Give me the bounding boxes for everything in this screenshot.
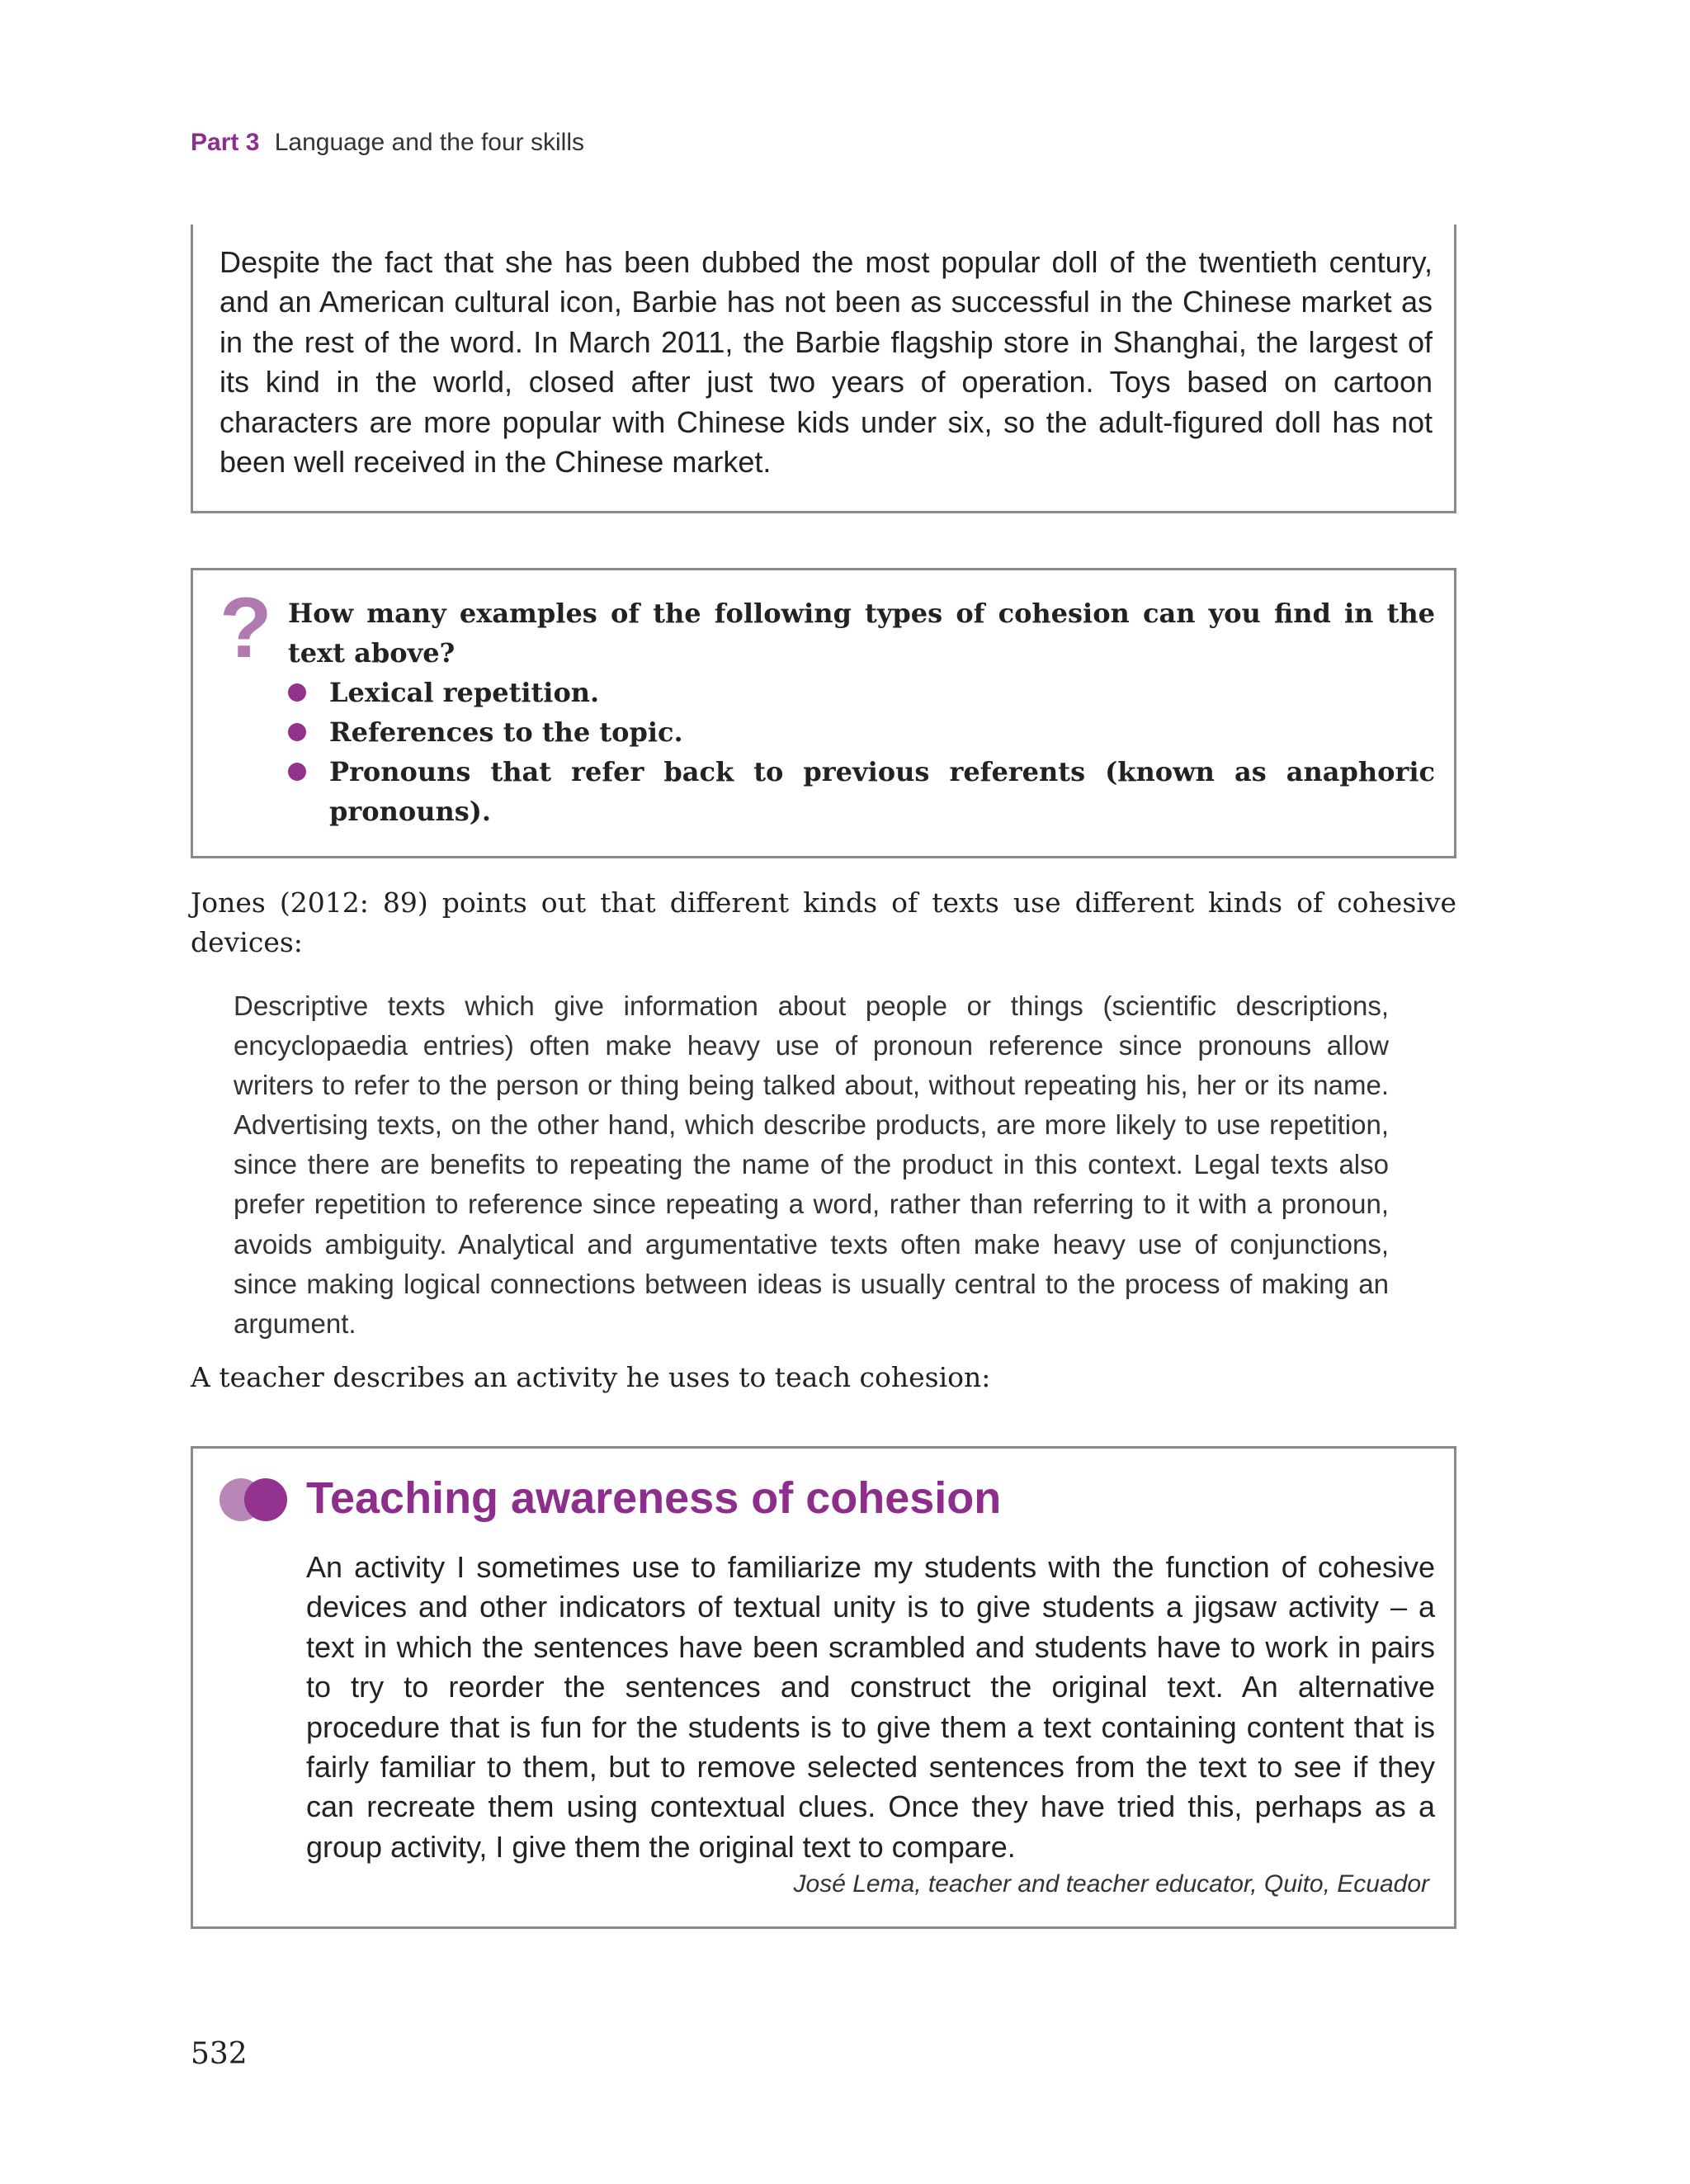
feature-title: Teaching awareness of cohesion <box>306 1473 1002 1523</box>
excerpt-box <box>191 225 1456 513</box>
running-head <box>191 129 584 157</box>
list-item-text: Lexical repetition. <box>329 677 600 708</box>
bullet-icon <box>288 763 306 781</box>
lead-in-paragraph: A teacher describes an activity he uses to teach cohesion: <box>191 1361 991 1393</box>
list-item <box>288 752 1435 831</box>
circle-dark-icon <box>244 1478 287 1521</box>
question-mark-icon: ? <box>220 580 272 676</box>
double-circle-icon <box>220 1478 289 1521</box>
excerpt-text: Despite the fact that she has been dubbed the most popular doll of the twentieth century, and an American cultural icon, Barbie has not been as successful in the Chinese market as in the rest of the word. In March 2011, the Barbie flagship store in Shanghai, the largest of its kind in the world, closed after just two years of operation. Toys based on cartoon characters are more popular with Chinese kids under six, so the adult-figured doll has not been well received in the Chinese market. <box>220 245 1433 480</box>
question-prompt: How many examples of the following types of cohesion can you find in the text above? <box>288 598 1435 669</box>
teaching-feature-box <box>191 1446 1456 1929</box>
list-item <box>288 712 1435 752</box>
block-quote: Descriptive texts which give information about people or things (scientific descriptions, encyclopaedia entries) often make heavy use of pronoun reference since pronouns allow writers to refer to the person or thing being talked about, without repeating his, her or its name. Advertising texts, on the other hand, which describe products, are more likely to use repetition, since there are benefits to repeating the name of the product in this context. Legal texts also prefer repetition to reference since repeating a word, rather than referring to it with a pronoun, avoids ambiguity. Analytical and argumentative texts often make heavy use of conjunctions, since making logical connections between ideas is usually central to the process of making an argument. <box>234 990 1389 1339</box>
running-head-part: Part 3 <box>191 129 260 156</box>
list-item-text: Pronouns that refer back to previous referents (known as anaphoric pronouns). <box>329 756 1435 827</box>
list-item-text: References to the topic. <box>329 716 683 748</box>
feature-text: An activity I sometimes use to familiarize my students with the function of cohesive devices and other indicators of textual unity is to give students a jigsaw activity – a text in which the sentences have been scrambled and students have to work in pairs to try to reorder the sentences and construct the original text. An alternative procedure that is fun for the students is to give them a text containing content that is fairly familiar to them, but to remove selected sentences from the text to see if they can recreate them using contextual clues. Once they have tried this, perhaps as a group activity, I give them the original text to compare. <box>306 1550 1435 1864</box>
page-number: 532 <box>191 2037 248 2071</box>
question-list <box>288 673 1435 831</box>
feature-attribution: José Lema, teacher and teacher educator, Quito, Ecuador <box>793 1870 1429 1898</box>
running-head-title: Language and the four skills <box>274 129 584 156</box>
intro-paragraph: Jones (2012: 89) points out that different kinds of texts use different kinds of cohesive devices: <box>191 886 1456 958</box>
bullet-icon <box>288 683 306 702</box>
bullet-icon <box>288 723 306 741</box>
list-item <box>288 673 1435 712</box>
question-box <box>191 568 1456 858</box>
